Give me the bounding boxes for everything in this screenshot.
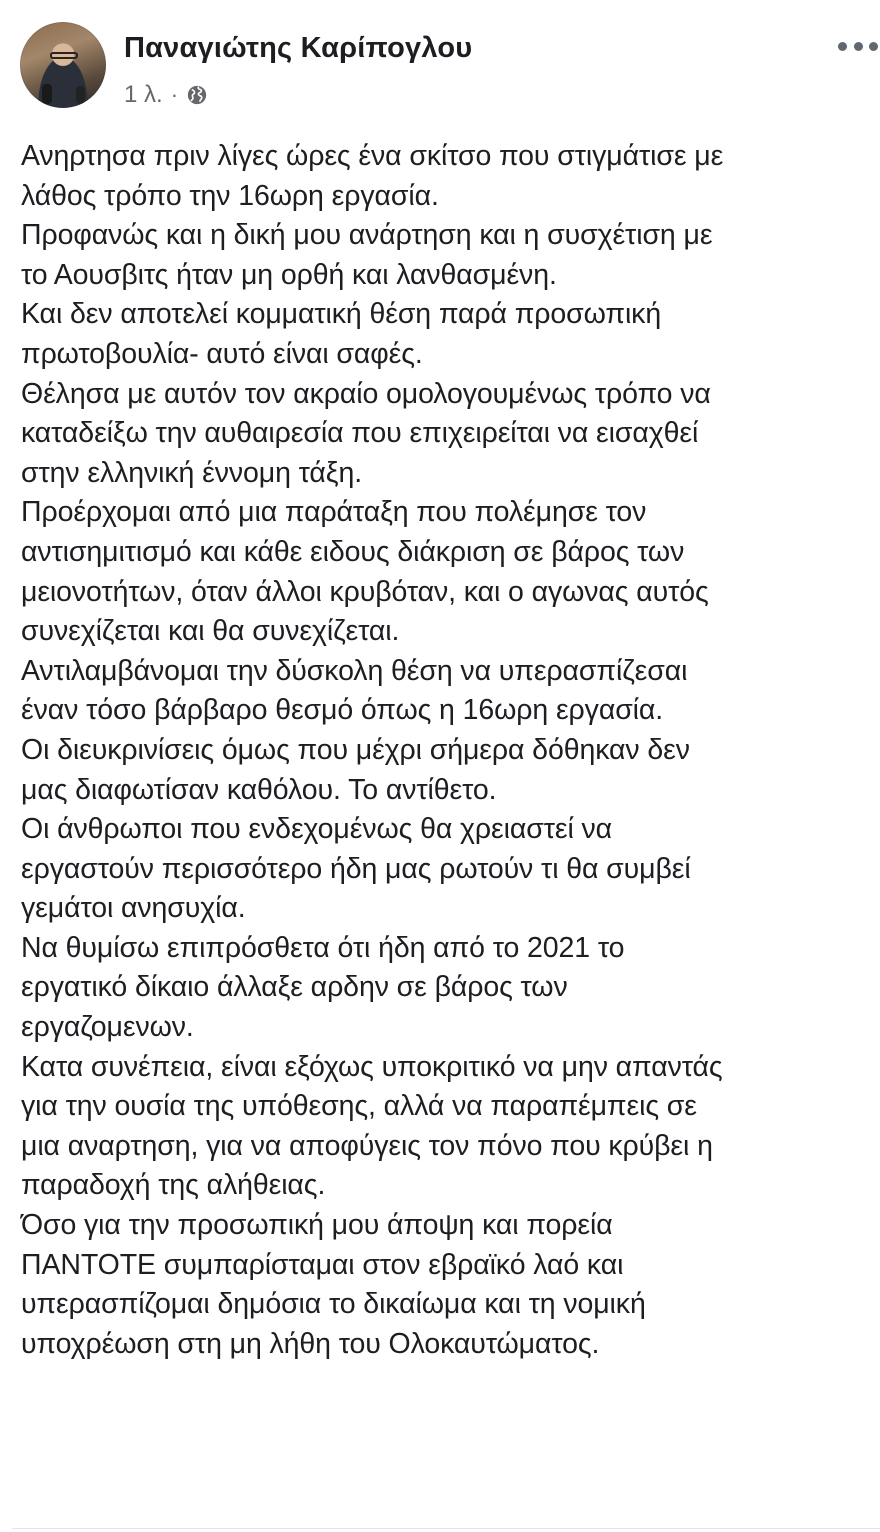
post-text-line: έναν τόσο βάρβαρο θεσμό όπως η 16ωρη εργασία.	[21, 694, 664, 727]
post-text-line: εργαστούν περισσότερο ήδη μας ρωτούν τι θα συμβεί	[21, 852, 691, 885]
post-text-line: μειονοτήτων, όταν άλλοι κρυβόταν, και ο αγωνας αυτός	[21, 575, 709, 608]
more-horizontal-icon-dot	[854, 42, 863, 51]
avatar-glasses-detail	[50, 52, 78, 59]
post-text-line: Προέρχομαι από μια παράταξη που πολέμησε τον	[21, 496, 647, 529]
globe-icon[interactable]	[186, 84, 208, 106]
more-options-button[interactable]	[838, 38, 878, 54]
post-text-line: Οι άνθρωποι που ενδεχομένως θα χρειαστεί να	[21, 813, 613, 846]
avatar-microphone-detail	[42, 84, 52, 104]
post-text-line: Κατα συνέπεια, είναι εξόχως υποκριτικό να μην απαντάς	[21, 1050, 723, 1083]
post-text-line: υπερασπίζομαι δημόσια το δικαίωμα και τη νομική	[21, 1288, 646, 1321]
post-body-text	[21, 137, 871, 1364]
post-text-line: μας διαφωτίσαν καθόλου. Το αντίθετο.	[21, 773, 497, 806]
avatar-microphone-detail-2	[76, 86, 85, 104]
post-text-line: Προφανώς και η δική μου ανάρτηση και η συσχέτιση με	[21, 219, 713, 252]
post-header	[0, 0, 880, 120]
post-text-line: εργατικό δίκαιο άλλαξε αρδην σε βάρος των	[21, 971, 568, 1004]
meta-separator: ·	[170, 82, 179, 107]
post-text-line: λάθος τρόπο την 16ωρη εργασία.	[21, 179, 439, 212]
more-horizontal-icon-dot	[869, 42, 878, 51]
post-text-line: για την ουσία της υπόθεσης, αλλά να παραπέμπεις σε	[21, 1090, 697, 1123]
post-text-line: στην ελληνική έννομη τάξη.	[21, 456, 363, 489]
post-text-line: Και δεν αποτελεί κομματική θέση παρά προσωπική	[21, 298, 662, 331]
post-text-line: Ανηρτησα πριν λίγες ώρες ένα σκίτσο που στιγμάτισε με	[21, 140, 724, 172]
post-text-line: υποχρέωση στη μη λήθη του Ολοκαυτώματος.	[21, 1327, 600, 1360]
post-text-line: Όσο για την προσωπική μου άποψη και πορεία	[21, 1209, 613, 1242]
post-text-line: Οι διευκρινίσεις όμως που μέχρι σήμερα δόθηκαν δεν	[21, 733, 690, 766]
post-text-line: Να θυμίσω επιπρόσθετα ότι ήδη από το 2021 το	[21, 931, 625, 964]
post-text-line: συνεχίζεται και θα συνεχίζεται.	[21, 615, 400, 648]
post-text-line: ΠΑΝΤΟΤΕ συμπαρίσταμαι στον εβραϊκό λαό και	[21, 1248, 624, 1281]
post-text-line: γεμάτοι ανησυχία.	[21, 892, 246, 925]
post-text-line: μια αναρτηση, για να αποφύγεις τον πόνο που κρύβει η	[21, 1129, 713, 1162]
post-text-line: Αντιλαμβάνομαι την δύσκολη θέση να υπερασπίζεσαι	[21, 654, 688, 687]
post-timestamp[interactable]: 1 λ.	[124, 81, 163, 108]
post-text-line: Θέλησα με αυτόν τον ακραίο ομολογουμένως τρόπο να	[21, 377, 711, 410]
post-text-line: παραδοχή της αλήθειας.	[21, 1169, 326, 1202]
post-text-line: εργαζομενων.	[21, 1011, 194, 1044]
post-text-line: αντισημιτισμό και κάθε ειδους διάκριση σε βάρος των	[21, 535, 685, 568]
post-text-line: το Αουσβιτς ήταν μη ορθή και λανθασμένη.	[21, 258, 557, 291]
post-meta	[124, 80, 208, 110]
post-footer-divider	[12, 1528, 880, 1529]
post-text-line: πρωτοβουλία- αυτό είναι σαφές.	[21, 337, 423, 370]
author-name-link[interactable]: Παναγιώτης Καρίπογλου	[124, 32, 473, 64]
author-avatar[interactable]	[20, 22, 106, 108]
post-text-line: καταδείξω την αυθαιρεσία που επιχειρείται να εισαχθεί	[21, 417, 699, 450]
more-horizontal-icon-dot	[838, 42, 847, 51]
